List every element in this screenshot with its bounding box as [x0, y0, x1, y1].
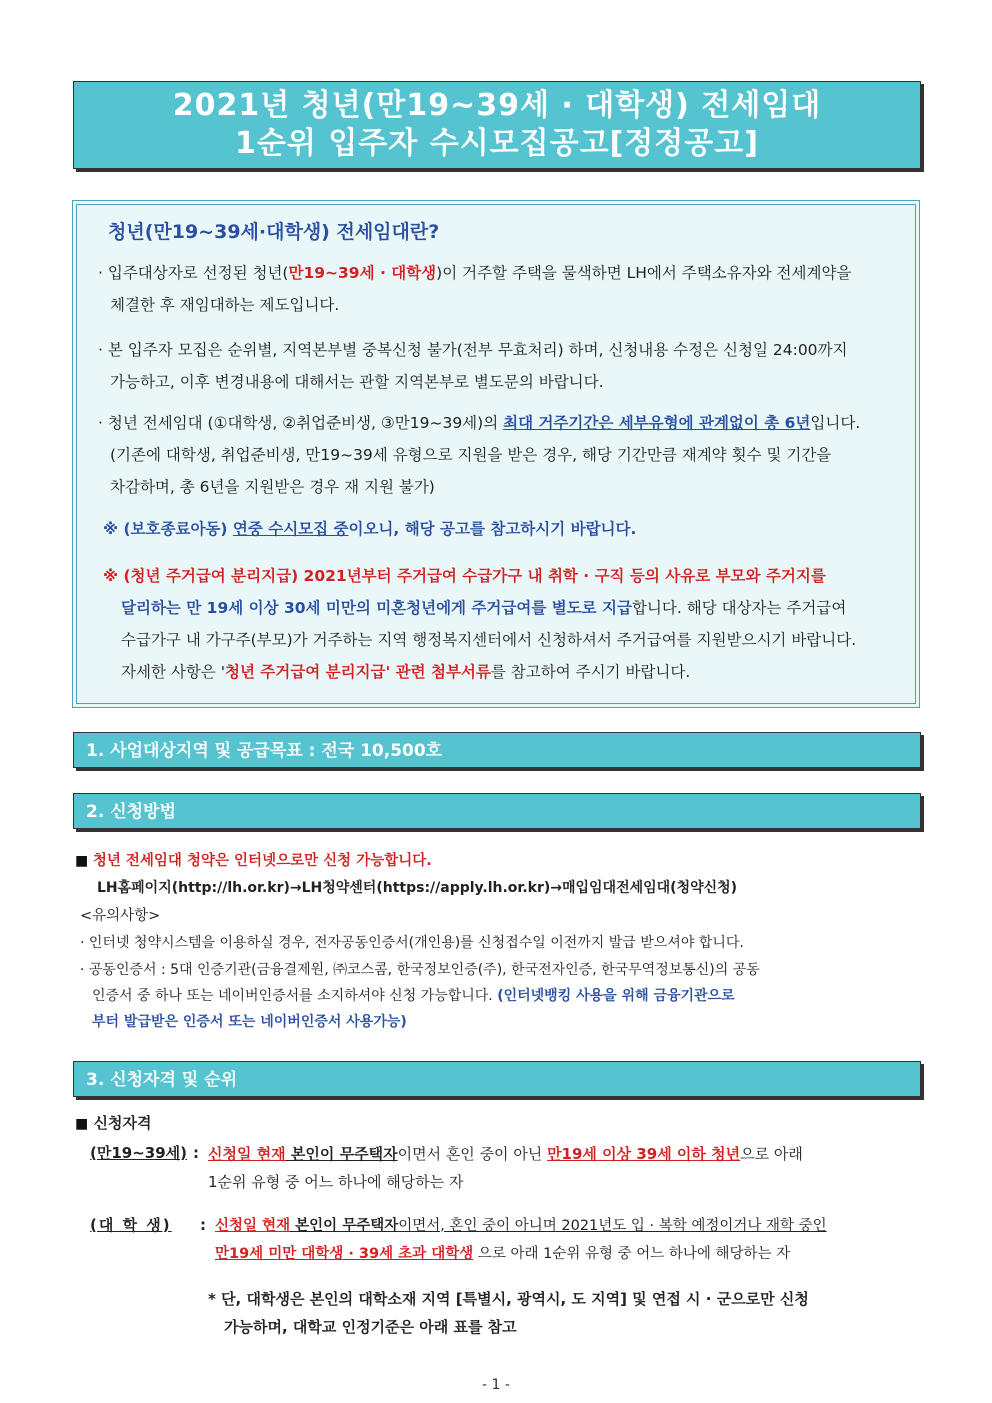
r2-homeless: 본인이 무주택자: [290, 1218, 399, 1234]
row-2-text: [215, 1212, 923, 1268]
note1-label: ※ (보호종료아동): [103, 520, 233, 538]
p1-text-c: )이 거주할 주택을 물색하면 LH에서 주택소유자와 전세계약을: [436, 264, 852, 282]
notice-title-box: [73, 81, 921, 169]
section-2-lead: [75, 848, 432, 874]
n2-text-a: · 공동인증서 : 5대 인증기관(금융결제원, ㈜코스콤, 한국정보인증(주), 한국전자인증, 한국무역정보통신)의 공동: [80, 962, 760, 978]
p3-text-e: 차감하며, 총 6년을 지원받은 경우 재 지원 불가): [110, 478, 435, 496]
p2-text-a: · 본 입주자 모집은 순위별, 지역본부별 중복신청 불가(전부 무효처리) 하며, 신청내용 수정은 신청일 24:00까지: [98, 341, 848, 359]
row-2-colon: :: [200, 1216, 206, 1234]
star-note-b: 가능하며, 대학교 인정기준은 아래 표를 참고: [224, 1318, 517, 1336]
p1-text-d: 체결한 후 재임대하는 제도입니다.: [110, 296, 340, 314]
r2-current: 신청일 현재: [215, 1218, 291, 1234]
square-bullet-icon-2: ■: [75, 1116, 89, 1132]
note2-text-c: 합니다. 해당 대상자는 주거급여: [631, 599, 847, 617]
r1-homeless: 본인이 무주택자: [285, 1145, 398, 1163]
n2-highlight: (인터넷뱅킹 사용을 위해 금융기관으로: [497, 988, 735, 1004]
row-1-label: (만19~39세): [90, 1144, 188, 1162]
notice-title: <유의사항>: [80, 908, 161, 924]
note2-text-e: 자세한 사항은 ': [121, 663, 225, 681]
intro-paragraph-3: [98, 407, 908, 503]
n2-highlight-2: 부터 발급받은 인증서 또는 네이버인증서 사용가능): [92, 1014, 407, 1030]
intro-note-2: [103, 560, 913, 688]
section-2-header: 2. 신청방법: [73, 793, 921, 829]
title-line-1: 2021년 청년(만19~39세 · 대학생) 전세임대: [172, 88, 822, 123]
intro-paragraph-1: [98, 257, 908, 321]
p3-text-d: (기존에 대학생, 취업준비생, 만19~39세 유형으로 지원을 받은 경우, 해당 기간만큼 재계약 횟수 및 기간을: [110, 446, 832, 464]
p3-highlight: 최대 거주기간은 세부유형에 관계없이 총 6년: [503, 414, 811, 432]
intro-note-1: [103, 513, 913, 545]
p1-highlight: 만19~39세 · 대학생: [288, 264, 437, 282]
square-bullet-icon: ■: [75, 853, 89, 869]
section-2-lead-text: 청년 전세임대 청약은 인터넷으로만 신청 가능합니다.: [92, 853, 432, 869]
note2-highlight: 달리하는 만 19세 이상 30세 미만의 미혼청년에게 주거급여를 별도로 지급: [121, 599, 632, 617]
note2-text-g: 를 참고하여 주시기 바랍니다.: [490, 663, 691, 681]
note2-highlight-2: 청년 주거급여 분리지급' 관련 첨부서류: [224, 663, 491, 681]
row-1-text: [208, 1140, 923, 1196]
row-1-colon: :: [193, 1144, 199, 1162]
star-note-a: * 단, 대학생은 본인의 대학소재 지역 [특별시, 광역시, 도 지역] 및 연접 시 · 군으로만 신청: [208, 1290, 809, 1308]
n2-text-b: 인증서 중 하나 또는 네이버인증서를 소지하셔야 신청 가능합니다.: [92, 988, 498, 1004]
note2-line-1: ※ (청년 주거급여 분리지급) 2021년부터 주거급여 수급가구 내 취학 · 구직 등의 사유로 부모와 주거지를: [103, 567, 826, 585]
r2-text-c: 이면서, 혼인 중이 아니며 2021년도 입 · 복학 예정이거나 재학 중인: [398, 1218, 827, 1234]
r1-text-c: 이면서 혼인 중이 아닌: [397, 1145, 548, 1163]
p3-text-a: · 청년 전세임대 (①대학생, ②취업준비생, ③만19~39세)의: [98, 414, 504, 432]
qualification-subhead-text: 신청자격: [93, 1114, 152, 1132]
intro-box: [72, 200, 920, 708]
r1-text-f: 1순위 유형 중 어느 하나에 해당하는 자: [208, 1173, 464, 1191]
notice-item-2: [80, 957, 924, 1035]
section-3-header: 3. 신청자격 및 순위: [73, 1061, 921, 1097]
r1-current: 신청일 현재: [208, 1145, 286, 1163]
p3-text-c: 입니다.: [810, 414, 861, 432]
p2-text-b: 가능하고, 이후 변경내용에 대해서는 관할 지역본부로 별도문의 바랍니다.: [110, 373, 604, 391]
qualification-subhead: [75, 1110, 151, 1137]
note1-text: 이오니, 해당 공고를 참고하시기 바랍니다.: [348, 520, 637, 538]
notice-item-1: · 인터넷 청약시스템을 이용하실 경우, 전자공동인증서(개인용)를 신청접수일 이전까지 발급 받으셔야 합니다.: [80, 935, 744, 951]
intro-paragraph-2: [98, 334, 908, 398]
r2-text-e: 으로 아래 1순위 유형 중 어느 하나에 해당하는 자: [473, 1246, 791, 1262]
r2-exception: 만19세 미만 대학생 · 39세 초과 대학생: [215, 1246, 474, 1262]
title-line-2: 1순위 입주자 수시모집공고[정정공고]: [235, 126, 759, 161]
r1-age: 만19세 이상 39세 이하 청년: [547, 1145, 741, 1163]
page-number: - 1 -: [482, 1377, 510, 1393]
university-note: [208, 1285, 924, 1341]
apply-path: LH홈페이지(http://lh.or.kr)→LH청약센터(https://apply.lh.or.kr)→매입임대전세임대(청약신청): [97, 880, 738, 896]
section-1-header: 1. 사업대상지역 및 공급목표 : 전국 10,500호: [73, 732, 921, 768]
note2-text-d: 수급가구 내 가구주(부모)가 거주하는 지역 행정복지센터에서 신청하셔서 주거급여를 지원받으시기 바랍니다.: [121, 631, 857, 649]
note1-highlight: 연중 수시모집 중: [232, 520, 349, 538]
intro-heading: 청년(만19~39세·대학생) 전세임대란?: [108, 221, 440, 243]
r1-text-e: 으로 아래: [740, 1145, 803, 1163]
p1-text-a: · 입주대상자로 선정된 청년(: [98, 264, 289, 282]
row-2-label: (대 학 생): [90, 1216, 172, 1234]
